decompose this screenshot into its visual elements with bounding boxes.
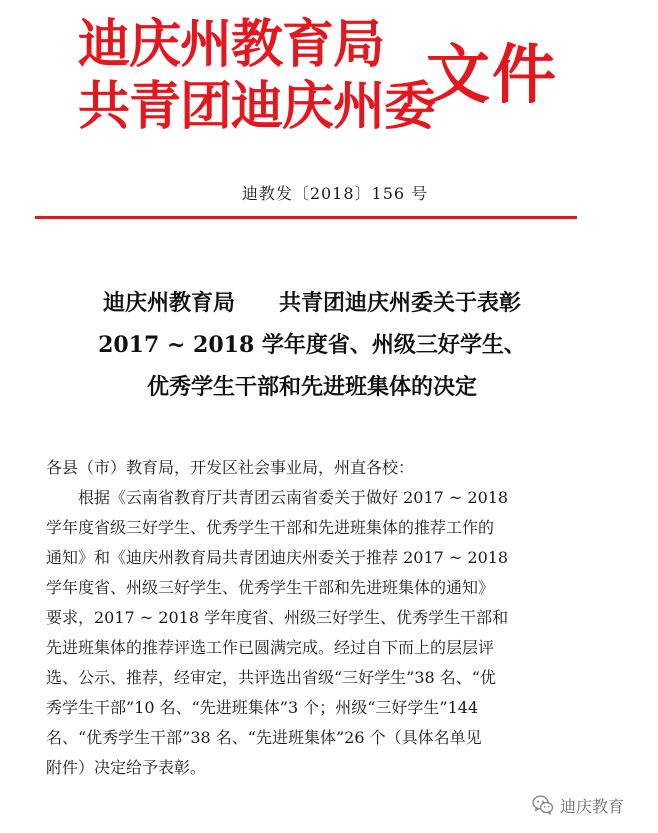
- wechat-watermark: [532, 792, 624, 818]
- paragraph-line: 附件）决定给予表彰。: [46, 758, 207, 777]
- paragraph-line: 先进班集体的推荐评选工作已圆满完成。经过自下而上的层层评: [46, 638, 495, 657]
- issuer-youth-league: 共青团迪庆州委: [78, 77, 436, 137]
- document-type-label: 文件: [426, 38, 558, 113]
- watermark-account-name: 迪庆教育: [560, 796, 625, 816]
- document-number: 迪教发〔2018〕156 号: [241, 184, 429, 203]
- paragraph-line: 选、公示、推荐，经审定，共评选出省级“三好学生”38 名、“优: [46, 668, 496, 687]
- paragraph-line: 名、“优秀学生干部”38 名、“先进班集体”26 个（具体名单见: [46, 728, 482, 747]
- issuer-education-bureau: 迪庆州教育局: [78, 15, 385, 75]
- paragraph-line: 要求，2017 ~ 2018 学年度省、州级三好学生、优秀学生干部和: [46, 608, 509, 627]
- paragraph-line: 秀学生干部”10 名、“先进班集体”3 个；州级“三好学生”144: [46, 698, 479, 717]
- document-body: [46, 453, 586, 783]
- title-line-1: 迪庆州教育局 共青团迪庆州委关于表彰: [102, 290, 521, 316]
- title-line-2: 2017 ~ 2018 学年度省、州级三好学生、: [98, 332, 526, 358]
- paragraph-line: 学年度省、州级三好学生、优秀学生干部和先进班集体的通知》: [46, 578, 495, 597]
- header-red-divider: [35, 216, 577, 219]
- title-line-3: 优秀学生干部和先进班集体的决定: [146, 374, 477, 400]
- salutation: 各县（市）教育局，开发区社会事业局，州直各校：: [46, 458, 415, 477]
- paragraph-line: 通知》和《迪庆州教育局共青团迪庆州委关于推荐 2017 ~ 2018: [46, 548, 509, 567]
- document-title: [0, 282, 658, 408]
- wechat-icon: [532, 794, 554, 816]
- paragraph-line: 根据《云南省教育厅共青团云南省委关于做好 2017 ~ 2018: [78, 488, 509, 507]
- issuer-block: [78, 14, 436, 138]
- paragraph-line: 学年度省级三好学生、优秀学生干部和先进班集体的推荐工作的: [46, 518, 495, 537]
- document-header: [0, 0, 658, 232]
